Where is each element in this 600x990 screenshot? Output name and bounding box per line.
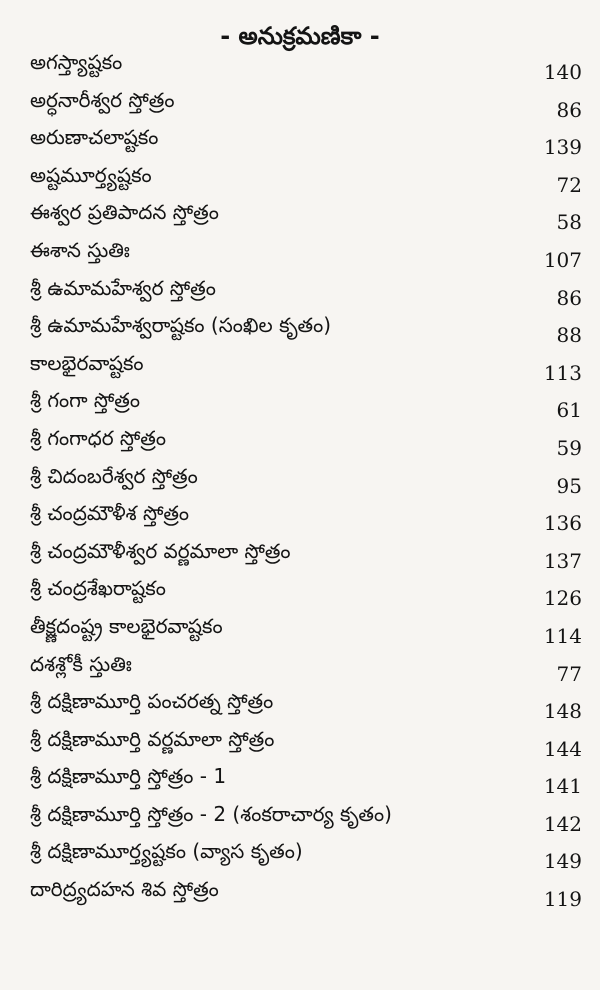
toc-entry-page: 107 bbox=[543, 247, 582, 272]
toc-entry-title: దారిద్ర్యదహన శివ స్తోత్రం bbox=[30, 877, 219, 902]
toc-entry bbox=[0, 762, 600, 800]
toc-entry-title: శ్రీ దక్షిణామూర్తి పంచరత్న స్తోత్రం bbox=[30, 689, 274, 714]
toc-entry-page: 148 bbox=[543, 699, 582, 724]
toc-entry-page: 114 bbox=[543, 623, 582, 648]
toc-entry-page: 59 bbox=[556, 435, 582, 460]
toc-entry bbox=[0, 650, 600, 688]
toc-entry bbox=[0, 198, 600, 236]
toc-entry-title: శ్రీ చంద్రమౌళీశ్వర వర్ణమాలా స్తోత్రం bbox=[30, 538, 291, 563]
toc-entry-title: ఈశ్వర ప్రతిపాదన స్తోత్రం bbox=[30, 200, 219, 225]
table-of-contents bbox=[0, 48, 600, 913]
toc-entry-page: 141 bbox=[543, 774, 582, 799]
toc-entry-page: 144 bbox=[543, 736, 582, 761]
toc-entry-page: 119 bbox=[543, 887, 582, 912]
toc-entry bbox=[0, 612, 600, 650]
toc-entry bbox=[0, 725, 600, 763]
toc-entry bbox=[0, 499, 600, 537]
toc-entry bbox=[0, 274, 600, 312]
toc-entry bbox=[0, 161, 600, 199]
toc-entry bbox=[0, 837, 600, 875]
toc-entry-title: శ్రీ ఉమామహేశ్వరాష్టకం (సంఖిల కృతం) bbox=[30, 313, 332, 338]
toc-entry-page: 95 bbox=[556, 473, 582, 498]
toc-entry-title: శ్రీ గంగాధర స్తోత్రం bbox=[30, 425, 166, 450]
toc-entry-title: శ్రీ చంద్రమౌళీశ స్తోత్రం bbox=[30, 501, 190, 526]
toc-entry bbox=[0, 236, 600, 274]
toc-entry-title: శ్రీ దక్షిణామూర్తి స్తోత్రం - 1 bbox=[30, 764, 227, 789]
toc-entry-title: అష్టమూర్త్యష్టకం bbox=[30, 162, 152, 187]
toc-entry-title: శ్రీ దక్షిణామూర్తి వర్ణమాలా స్తోత్రం bbox=[30, 726, 275, 751]
toc-entry bbox=[0, 48, 600, 86]
toc-entry bbox=[0, 574, 600, 612]
toc-entry-page: 140 bbox=[543, 60, 582, 84]
toc-entry-page: 113 bbox=[543, 360, 582, 385]
toc-entry bbox=[0, 349, 600, 387]
toc-entry bbox=[0, 123, 600, 161]
toc-entry bbox=[0, 800, 600, 838]
toc-entry bbox=[0, 386, 600, 424]
toc-entry-title: శ్రీ చంద్రశేఖరాష్టకం bbox=[30, 576, 166, 601]
toc-entry-page: 126 bbox=[543, 586, 582, 611]
toc-entry-title: శ్రీ గంగా స్తోత్రం bbox=[30, 388, 140, 413]
toc-entry-title: అగస్త్యాష్టకం bbox=[30, 50, 123, 74]
toc-entry-page: 136 bbox=[543, 511, 582, 536]
toc-entry-page: 72 bbox=[556, 172, 582, 197]
toc-entry bbox=[0, 86, 600, 124]
toc-entry-page: 61 bbox=[556, 398, 582, 423]
toc-entry-title: అరుణాచలాష్టకం bbox=[30, 125, 159, 150]
toc-entry-page: 58 bbox=[556, 210, 582, 235]
toc-entry bbox=[0, 311, 600, 349]
toc-entry-title: శ్రీ దక్షిణామూర్తి స్తోత్రం - 2 (శంకరాచార్య కృతం) bbox=[30, 801, 392, 826]
toc-entry-title: దశశ్లోకీ స్తుతిః bbox=[30, 651, 132, 676]
toc-entry bbox=[0, 462, 600, 500]
toc-entry-page: 86 bbox=[556, 97, 582, 122]
toc-entry-page: 77 bbox=[556, 661, 582, 686]
toc-entry-page: 137 bbox=[543, 548, 582, 573]
toc-entry-title: కాలభైరవాష్టకం bbox=[30, 350, 144, 375]
toc-entry bbox=[0, 424, 600, 462]
toc-entry-title: శ్రీ దక్షిణామూర్త్యష్టకం (వ్యాస కృతం) bbox=[30, 839, 303, 864]
toc-entry bbox=[0, 687, 600, 725]
toc-entry-title: శ్రీ చిదంబరేశ్వర స్తోత్రం bbox=[30, 463, 198, 488]
toc-entry-page: 142 bbox=[543, 811, 582, 836]
toc-entry-page: 88 bbox=[556, 323, 582, 348]
toc-entry-title: తీక్ష్ణదంష్ట్ర కాలభైరవాష్టకం bbox=[30, 613, 223, 638]
toc-entry-title: శ్రీ ఉమామహేశ్వర స్తోత్రం bbox=[30, 275, 216, 300]
page-title: - అనుక్రమణికా - bbox=[220, 22, 380, 51]
toc-entry-title: అర్ధనారీశ్వర స్తోత్రం bbox=[30, 87, 175, 112]
toc-entry-page: 139 bbox=[543, 135, 582, 160]
toc-entry bbox=[0, 875, 600, 913]
toc-entry-title: ఈశాన స్తుతిః bbox=[30, 237, 130, 262]
toc-entry bbox=[0, 537, 600, 575]
toc-entry-page: 149 bbox=[543, 849, 582, 874]
toc-entry-page: 86 bbox=[556, 285, 582, 310]
